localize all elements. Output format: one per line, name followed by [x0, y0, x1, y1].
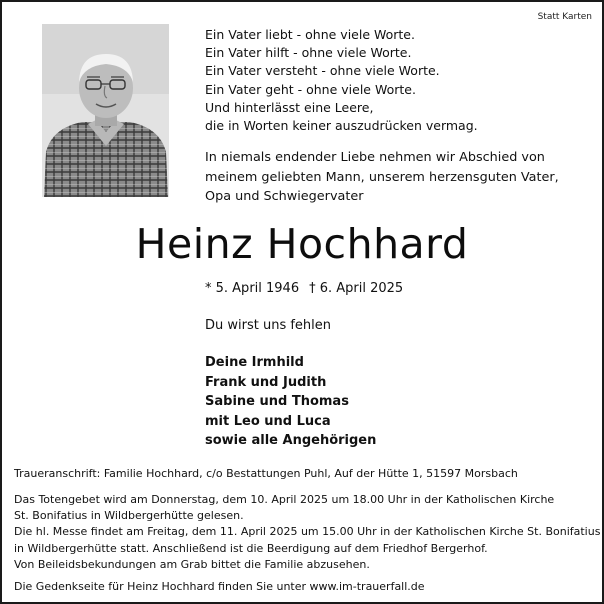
memorial-page-note: Die Gedenkseite für Heinz Hochhard finden Sie unter www.im-trauerfall.de	[14, 580, 425, 593]
poem	[205, 26, 478, 135]
intro-line: Opa und Schwiegervater	[205, 189, 364, 204]
mourners-list	[205, 353, 376, 451]
birth-date: * 5. April 1946	[205, 281, 300, 296]
poem-line: Und hinterlässt eine Leere,	[205, 99, 374, 115]
mourner-entry: mit Leo und Luca	[205, 413, 331, 429]
info-line: Die hl. Messe findet am Freitag, dem 11. April 2025 um 15.00 Uhr in der Katholischen Kirche St. Bonifatius	[14, 525, 601, 539]
info-line: Von Beileidsbekundungen am Grab bittet die Familie abzusehen.	[14, 557, 370, 571]
mourning-address: Traueranschrift: Familie Hochhard, c/o Bestattungen Puhl, Auf der Hütte 1, 51597 Morsbach	[14, 467, 518, 480]
poem-line: Ein Vater versteht - ohne viele Worte.	[205, 63, 440, 79]
mourner-entry: Deine Irmhild	[205, 355, 304, 370]
info-line: in Wildbergerhütte statt. Anschließend ist die Beerdigung auf dem Friedhof Bergerhof.	[14, 541, 488, 555]
poem-line: die in Worten keiner auszudrücken vermag.	[205, 118, 478, 134]
mourner-entry: Sabine und Thomas	[205, 394, 349, 410]
service-info	[14, 492, 601, 573]
farewell-phrase: Du wirst uns fehlen	[205, 318, 332, 333]
poem-line: Ein Vater liebt - ohne viele Worte.	[205, 27, 415, 42]
mourner-entry: Frank und Judith	[205, 374, 327, 390]
life-dates	[205, 281, 403, 296]
info-line: Das Totengebet wird am Donnerstag, dem 10. April 2025 um 18.00 Uhr in der Katholischen Kirche	[14, 493, 555, 506]
intro-line: meinem geliebten Mann, unserem herzensguten Vater,	[205, 169, 559, 185]
poem-line: Ein Vater hilft - ohne viele Worte.	[205, 45, 412, 61]
death-date: † 6. April 2025	[309, 281, 404, 296]
portrait-photo	[42, 24, 169, 197]
intro-line: In niemals endender Liebe nehmen wir Abschied von	[205, 150, 545, 165]
mourner-entry: sowie alle Angehörigen	[205, 433, 377, 449]
info-line: St. Bonifatius in Wildbergerhütte gelesen.	[14, 509, 244, 523]
poem-line: Ein Vater geht - ohne viele Worte.	[205, 81, 416, 97]
deceased-name: Heinz Hochhard	[135, 220, 469, 268]
statt-karten-label: Statt Karten	[537, 12, 592, 22]
farewell-intro	[205, 148, 585, 207]
